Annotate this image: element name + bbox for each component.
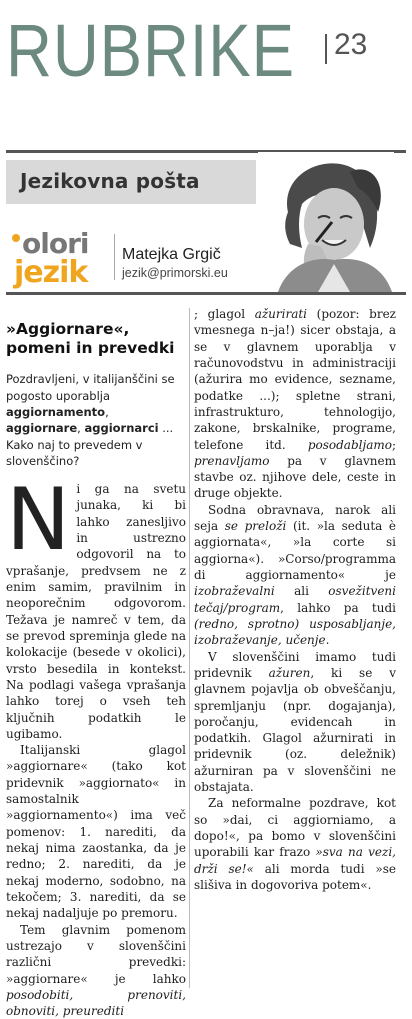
lead-text: , <box>105 404 109 419</box>
paragraph-text: , ki se v glavnem pojavlja ob obveščanju, spremljanju (npr. dogajanja), poročanju, evidencah in podatkih. Glagol ažurnirati in pridevnik (oz. deležnik) ažurniran pa v slovenščini ne obstajata. <box>194 665 396 795</box>
italic-term: »sva na vezi, drži se!« <box>194 845 396 876</box>
paragraph-4 <box>194 502 396 649</box>
lead-text: ... Kako naj to prevedem v slovenščino? <box>6 421 174 468</box>
italic-term: ažuren <box>268 665 311 680</box>
article-body-continued <box>194 306 396 893</box>
lead-text: Pozdravljeni, v italijanščini se pogosto uporablja <box>6 372 175 403</box>
page-number: 23 <box>334 28 368 61</box>
italic-term: se preloži <box>224 519 287 534</box>
column-divider <box>189 308 190 988</box>
logo-dot-icon <box>12 234 20 242</box>
paragraph-1 <box>6 470 186 742</box>
author-email[interactable]: jezik@primorski.eu <box>122 266 228 280</box>
paragraph-text: , lahko pa tudi <box>280 600 396 615</box>
italic-term: prenavljamo <box>194 453 270 468</box>
paragraph-text: Sodna obravnava, narok ali seja <box>194 502 396 534</box>
rubric-banner <box>6 160 256 204</box>
paragraph-text: (pozor: brez vmesnega n–ja!) sicer obstaja, a se v glavnem uporablja v računovodstvu in administraciji (ažurira mo evidence, sezname, podatke ...); spletne strani, infrastrukturo, tehnologijo, zakone, brskalnike, programe, telefone itd. <box>194 307 397 452</box>
paragraph-3-continued <box>194 306 396 502</box>
italic-term: osvežitveni tečaj/program <box>194 584 396 615</box>
paragraph-text: Za neformalne pozdrave, kot so »dai, ci aggiorniamo, a dopo!«, pa bomo v slovenščini uporabili kar frazo <box>194 796 396 860</box>
rubric-title: Jezikovna pošta <box>20 169 200 193</box>
article-left-column <box>6 320 186 1019</box>
paragraph-text: . <box>325 633 330 648</box>
lead-text: , <box>77 421 85 436</box>
paragraph-5 <box>194 649 396 796</box>
paragraph-text: ali morda tudi »se slišiva in dogovoriva potem«. <box>194 861 396 892</box>
page-number-separator <box>325 34 327 64</box>
page-header <box>0 0 412 110</box>
paragraph-text: ; glagol <box>194 307 255 321</box>
paragraph-3 <box>6 922 186 1019</box>
paragraph-6 <box>194 795 396 893</box>
italic-term: posodabljamo <box>307 437 392 452</box>
paragraph-text: i ga na svetu junaka, ki bi lahko zanesljivo in ustrezno odgovoril na to vprašanje, predvsem ne z enim samim, pravilnim in neoporečnim odgovorom. Težava je namreč v tem, da se prevod spreminja glede na kolokacije (besede v okolici), vrsto besedila in kontekst. Na podlagi vašega vprašanja lahko torej o vseh teh ključnih podatkih le ugibamo. <box>6 482 186 741</box>
section-title: RUBRIKE <box>6 9 295 92</box>
logo-line-1: olori <box>22 227 89 260</box>
paragraph-text: ; <box>391 437 396 452</box>
logo-line-2: jezik <box>14 255 88 290</box>
column-logo <box>8 228 120 292</box>
mid-rule <box>6 292 406 295</box>
paragraph-text: V slovenščini imamo tudi pridevnik <box>194 649 396 680</box>
paragraph-text: Tem glavnim pomenom ustrezajo v slovenščini različni prevedki: »aggiornare« je lahko <box>6 922 186 986</box>
drop-cap: N <box>6 470 71 571</box>
italic-term: ažurirati <box>254 307 308 321</box>
article-body <box>6 470 186 1019</box>
paragraph-2: Italijanski glagol »aggiornare« (tako kot pridevnik »aggiornato« in samostalnik »aggiornamento«) ima več pomenov: 1. narediti, da nekaj nima zaostanka, da je redno; 2. narediti, da je nekaj moderno, sodobno, na tekočem; 3. narediti, da se nekaj nadaljuje po premoru. <box>6 743 186 921</box>
article-right-column <box>194 306 396 893</box>
lead-term: aggiornamento <box>6 404 106 419</box>
author-separator <box>114 234 115 280</box>
paragraph-text: ali <box>274 584 329 599</box>
paragraph-text: pa v glavnem stavbe oz. njihove dele, ceste in druge objekte. <box>194 453 396 501</box>
article-headline: »Aggiornare«, pomeni in prevedki <box>6 320 175 357</box>
italic-term: posodobiti, prenoviti, obnoviti, preurediti <box>6 987 186 1019</box>
italic-term: (redno, sprotno) usposabljanje, izobraževanje, učenje <box>194 616 396 648</box>
lead-term: aggiornarci <box>84 421 159 436</box>
reader-question <box>6 371 186 469</box>
paragraph-text: (it. »la seduta è aggiornata«, »la corte si aggiorna«). »Corso/programma di aggiornamento« je <box>194 519 397 582</box>
lead-term: aggiornare <box>6 421 78 436</box>
author-name: Matejka Grgič <box>122 246 221 263</box>
author-portrait <box>258 152 394 292</box>
italic-term: izobraževalni <box>194 584 275 599</box>
